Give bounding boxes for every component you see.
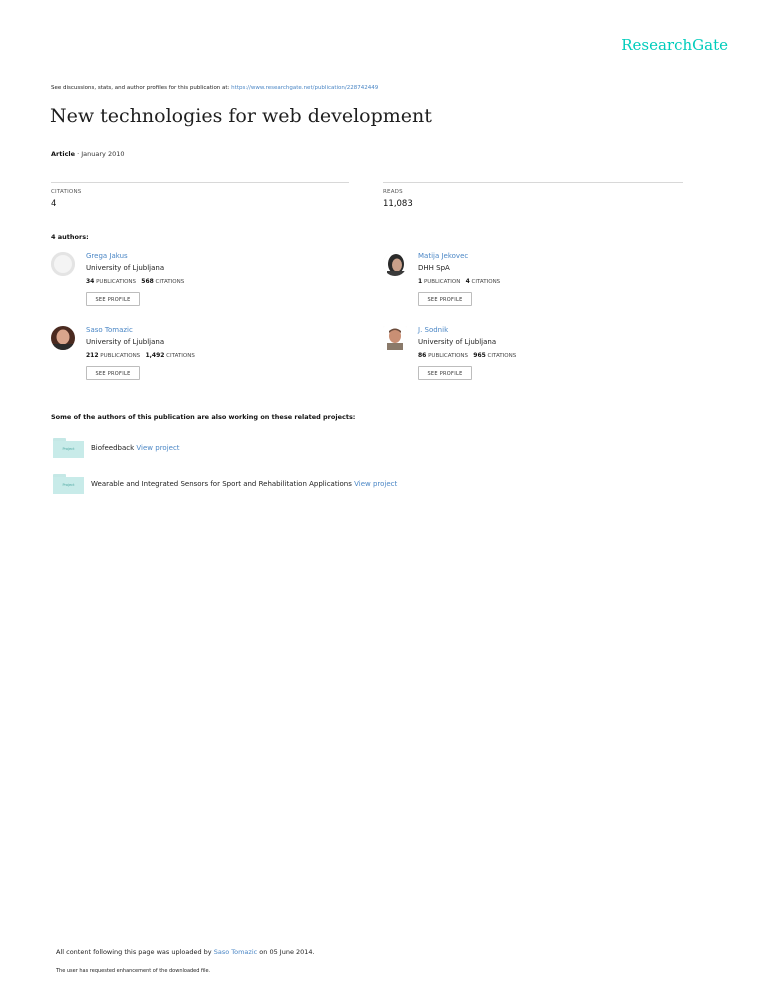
citations-count: 1,492: [145, 352, 165, 359]
view-project-link[interactable]: View project: [354, 480, 398, 488]
reads-value: 11,083: [383, 199, 413, 209]
see-profile-button[interactable]: SEE PROFILE: [86, 366, 140, 380]
publications-count: 1: [418, 278, 423, 285]
publication-url-link[interactable]: https://www.researchgate.net/publication/228742449: [231, 85, 379, 91]
project-text: [91, 480, 397, 488]
see-profile-button[interactable]: SEE PROFILE: [418, 366, 472, 380]
divider-citations: [51, 182, 349, 183]
author-stats: [86, 352, 195, 359]
publication-title: New technologies for web development: [50, 105, 432, 127]
meta-separator: ·: [75, 150, 82, 158]
citations-value: 4: [51, 199, 57, 209]
project-name: Biofeedback: [91, 444, 135, 452]
author-photo[interactable]: [51, 326, 75, 350]
default-avatar-icon[interactable]: [51, 252, 75, 276]
publication-date: January 2010: [81, 150, 125, 158]
citations-label: CITATIONS: [51, 189, 82, 195]
see-profile-button[interactable]: SEE PROFILE: [418, 292, 472, 306]
author-stats: [418, 352, 516, 359]
upload-prefix: All content following this page was uploaded by: [56, 948, 214, 956]
upload-suffix: on 05 June 2014.: [257, 948, 315, 956]
discussion-line: [51, 85, 378, 91]
enhancement-note: The user has requested enhancement of the downloaded file.: [56, 968, 211, 974]
project-row: [53, 474, 653, 496]
author-name-link[interactable]: Grega Jakus: [86, 252, 128, 260]
author-citations-label: CITATIONS: [166, 353, 195, 359]
author-card: [383, 326, 643, 390]
project-folder-label: Project: [53, 441, 84, 458]
publications-label: PUBLICATIONS: [96, 279, 137, 285]
author-citations-label: CITATIONS: [471, 279, 501, 285]
author-card: [383, 252, 643, 316]
project-folder-icon: [53, 438, 84, 458]
see-profile-button[interactable]: SEE PROFILE: [86, 292, 140, 306]
author-citations-label: CITATIONS: [155, 279, 185, 285]
author-affiliation: DHH SpA: [418, 264, 450, 272]
publications-count: 86: [418, 352, 427, 359]
author-affiliation: University of Ljubljana: [86, 338, 165, 346]
authors-heading: 4 authors:: [51, 233, 89, 241]
author-citations-label: CITATIONS: [487, 353, 517, 359]
project-name: Wearable and Integrated Sensors for Sport and Rehabilitation Applications: [91, 480, 352, 488]
author-card: [51, 326, 311, 390]
uploader-link[interactable]: Saso Tomazic: [213, 948, 258, 956]
author-affiliation: University of Ljubljana: [418, 338, 497, 346]
citations-count: 4: [465, 278, 470, 285]
publication-type: Article: [51, 150, 76, 158]
publications-count: 34: [86, 278, 95, 285]
discussion-prefix: See discussions, stats, and author profiles for this publication at:: [51, 85, 232, 91]
publications-label: PUBLICATION: [423, 279, 461, 285]
researchgate-logo[interactable]: ResearchGate: [621, 36, 728, 54]
upload-note: [56, 948, 315, 956]
author-name-link[interactable]: Matija Jekovec: [418, 252, 469, 260]
divider-reads: [383, 182, 683, 183]
project-row: [53, 438, 653, 460]
project-folder-label: Project: [53, 477, 84, 494]
author-photo[interactable]: [383, 326, 407, 350]
author-affiliation: University of Ljubljana: [86, 264, 165, 272]
publications-count: 212: [86, 352, 99, 359]
publications-label: PUBLICATIONS: [428, 353, 469, 359]
view-project-link[interactable]: View project: [136, 444, 180, 452]
author-name-link[interactable]: J. Sodnik: [418, 326, 449, 334]
publication-meta: [51, 150, 125, 158]
citations-count: 965: [473, 352, 486, 359]
author-card: [51, 252, 311, 316]
author-photo[interactable]: [383, 252, 407, 276]
author-stats: [418, 278, 500, 285]
project-text: [91, 444, 180, 452]
publications-label: PUBLICATIONS: [100, 353, 141, 359]
related-projects-heading: Some of the authors of this publication are also working on these related projects:: [51, 413, 356, 421]
citations-count: 568: [141, 278, 154, 285]
author-name-link[interactable]: Saso Tomazic: [86, 326, 133, 334]
reads-label: READS: [383, 189, 403, 195]
author-stats: [86, 278, 184, 285]
project-folder-icon: [53, 474, 84, 494]
